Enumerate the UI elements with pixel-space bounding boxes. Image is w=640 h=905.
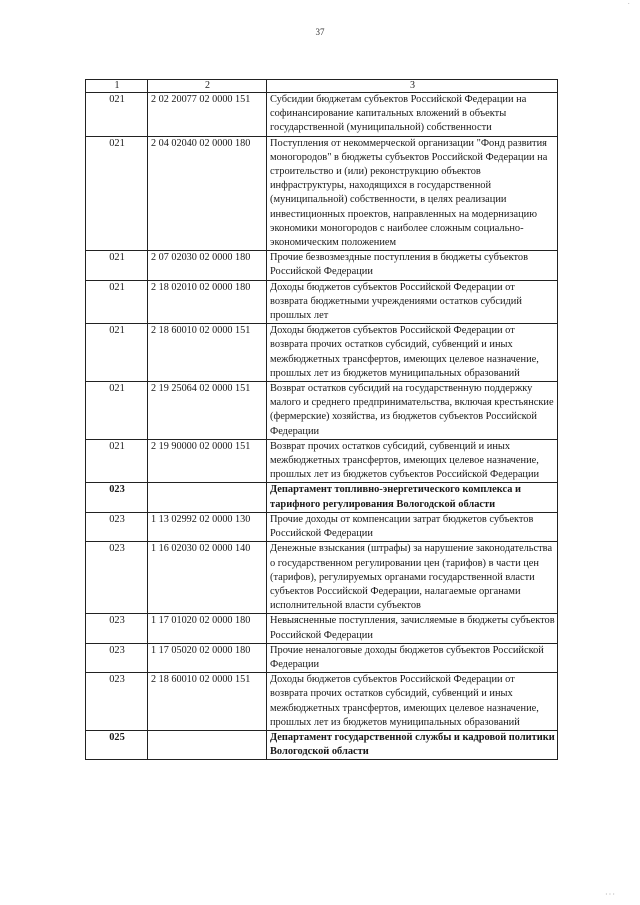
cell-revenue-code: 1 17 01020 02 0000 180 [148,614,267,643]
cell-revenue-name: Доходы бюджетов субъектов Российской Федерации от возврата прочих остатков субсидий, субвенций и иных межбюджетных трансфертов, имеющих целевое назначение, прошлых лет из бюджетов муниципальных образований [267,324,558,382]
table-row [86,324,558,382]
cell-revenue-name: Департамент государственной службы и кадровой политики Вологодской области [267,730,558,759]
table-row [86,93,558,137]
cell-revenue-name: Субсидии бюджетам субъектов Российской Федерации на софинансирование капитальных вложений в объекты государственной (муниципальной) собственности [267,93,558,137]
cell-revenue-code: 2 04 02040 02 0000 180 [148,136,267,251]
cell-revenue-code: 1 16 02030 02 0000 140 [148,542,267,614]
cell-revenue-code: 2 18 02010 02 0000 180 [148,280,267,324]
cell-revenue-code: 2 18 60010 02 0000 151 [148,324,267,382]
table-row [86,382,558,440]
cell-admin-code: 023 [86,542,148,614]
cell-revenue-code [148,730,267,759]
cell-admin-code: 023 [86,483,148,512]
table-row [86,280,558,324]
cell-revenue-name: Невыясненные поступления, зачисляемые в бюджеты субъектов Российской Федерации [267,614,558,643]
cell-admin-code: 021 [86,280,148,324]
page-number: 37 [315,27,325,37]
cell-admin-code: 021 [86,136,148,251]
cell-revenue-code: 2 07 02030 02 0000 180 [148,251,267,280]
cell-revenue-name: Департамент топливно-энергетического комплекса и тарифного регулирования Вологодской области [267,483,558,512]
table-header-row [86,80,558,93]
table-row [86,673,558,731]
table-row [86,512,558,541]
column-header-code: 2 [148,80,267,93]
department-row [86,730,558,759]
cell-admin-code: 021 [86,251,148,280]
cell-admin-code: 021 [86,439,148,483]
cell-admin-code: 021 [86,93,148,137]
cell-admin-code: 023 [86,643,148,672]
cell-revenue-name: Доходы бюджетов субъектов Российской Федерации от возврата бюджетными учреждениями остатков субсидий прошлых лет [267,280,558,324]
cell-admin-code: 023 [86,512,148,541]
revenue-codes-table [85,79,558,760]
cell-revenue-code: 2 19 90000 02 0000 151 [148,439,267,483]
scan-corner-mark: · [627,0,630,8]
table-row [86,251,558,280]
cell-revenue-code: 2 02 20077 02 0000 151 [148,93,267,137]
scan-bottom-mark: ··· [605,890,616,899]
cell-revenue-code: 1 13 02992 02 0000 130 [148,512,267,541]
cell-revenue-code: 2 19 25064 02 0000 151 [148,382,267,440]
table-row [86,136,558,251]
table-row [86,643,558,672]
cell-revenue-name: Доходы бюджетов субъектов Российской Федерации от возврата прочих остатков субсидий, субвенций и иных межбюджетных трансфертов, имеющих целевое назначение, прошлых лет из бюджетов муниципальных образований [267,673,558,731]
cell-revenue-code [148,483,267,512]
cell-revenue-code: 1 17 05020 02 0000 180 [148,643,267,672]
cell-revenue-code: 2 18 60010 02 0000 151 [148,673,267,731]
cell-admin-code: 021 [86,324,148,382]
cell-admin-code: 023 [86,614,148,643]
cell-revenue-name: Возврат остатков субсидий на государственную поддержку малого и среднего предпринимательства, включая крестьянские (фермерские) хозяйства, из бюджетов субъектов Российской Федерации [267,382,558,440]
table-row [86,439,558,483]
column-header-name: 3 [267,80,558,93]
table-body [86,93,558,760]
cell-revenue-name: Прочие доходы от компенсации затрат бюджетов субъектов Российской Федерации [267,512,558,541]
cell-revenue-name: Поступления от некоммерческой организации "Фонд развития моногородов" в бюджеты субъектов Российской Федерации на строительство и (или) реконструкцию объектов инфраструктуры, находящихся в государственной (муниципальной) собственности, в целях реализации инвестиционных проектов, направленных на модернизацию экономики моногородов с наиболее сложным социально-экономическим положением [267,136,558,251]
table-row [86,614,558,643]
cell-admin-code: 025 [86,730,148,759]
cell-admin-code: 023 [86,673,148,731]
cell-admin-code: 021 [86,382,148,440]
department-row [86,483,558,512]
cell-revenue-name: Прочие неналоговые доходы бюджетов субъектов Российской Федерации [267,643,558,672]
column-header-admin: 1 [86,80,148,93]
cell-revenue-name: Прочие безвозмездные поступления в бюджеты субъектов Российской Федерации [267,251,558,280]
cell-revenue-name: Возврат прочих остатков субсидий, субвенций и иных межбюджетных трансфертов, имеющих целевое назначение, прошлых лет из бюджетов субъектов Российской Федерации [267,439,558,483]
table-row [86,542,558,614]
cell-revenue-name: Денежные взыскания (штрафы) за нарушение законодательства о государственном регулировании цен (тарифов) в части цен (тарифов), регулируемых органами государственной власти субъектов Российской Федерации, налагаемые органами исполнительной власти субъектов [267,542,558,614]
